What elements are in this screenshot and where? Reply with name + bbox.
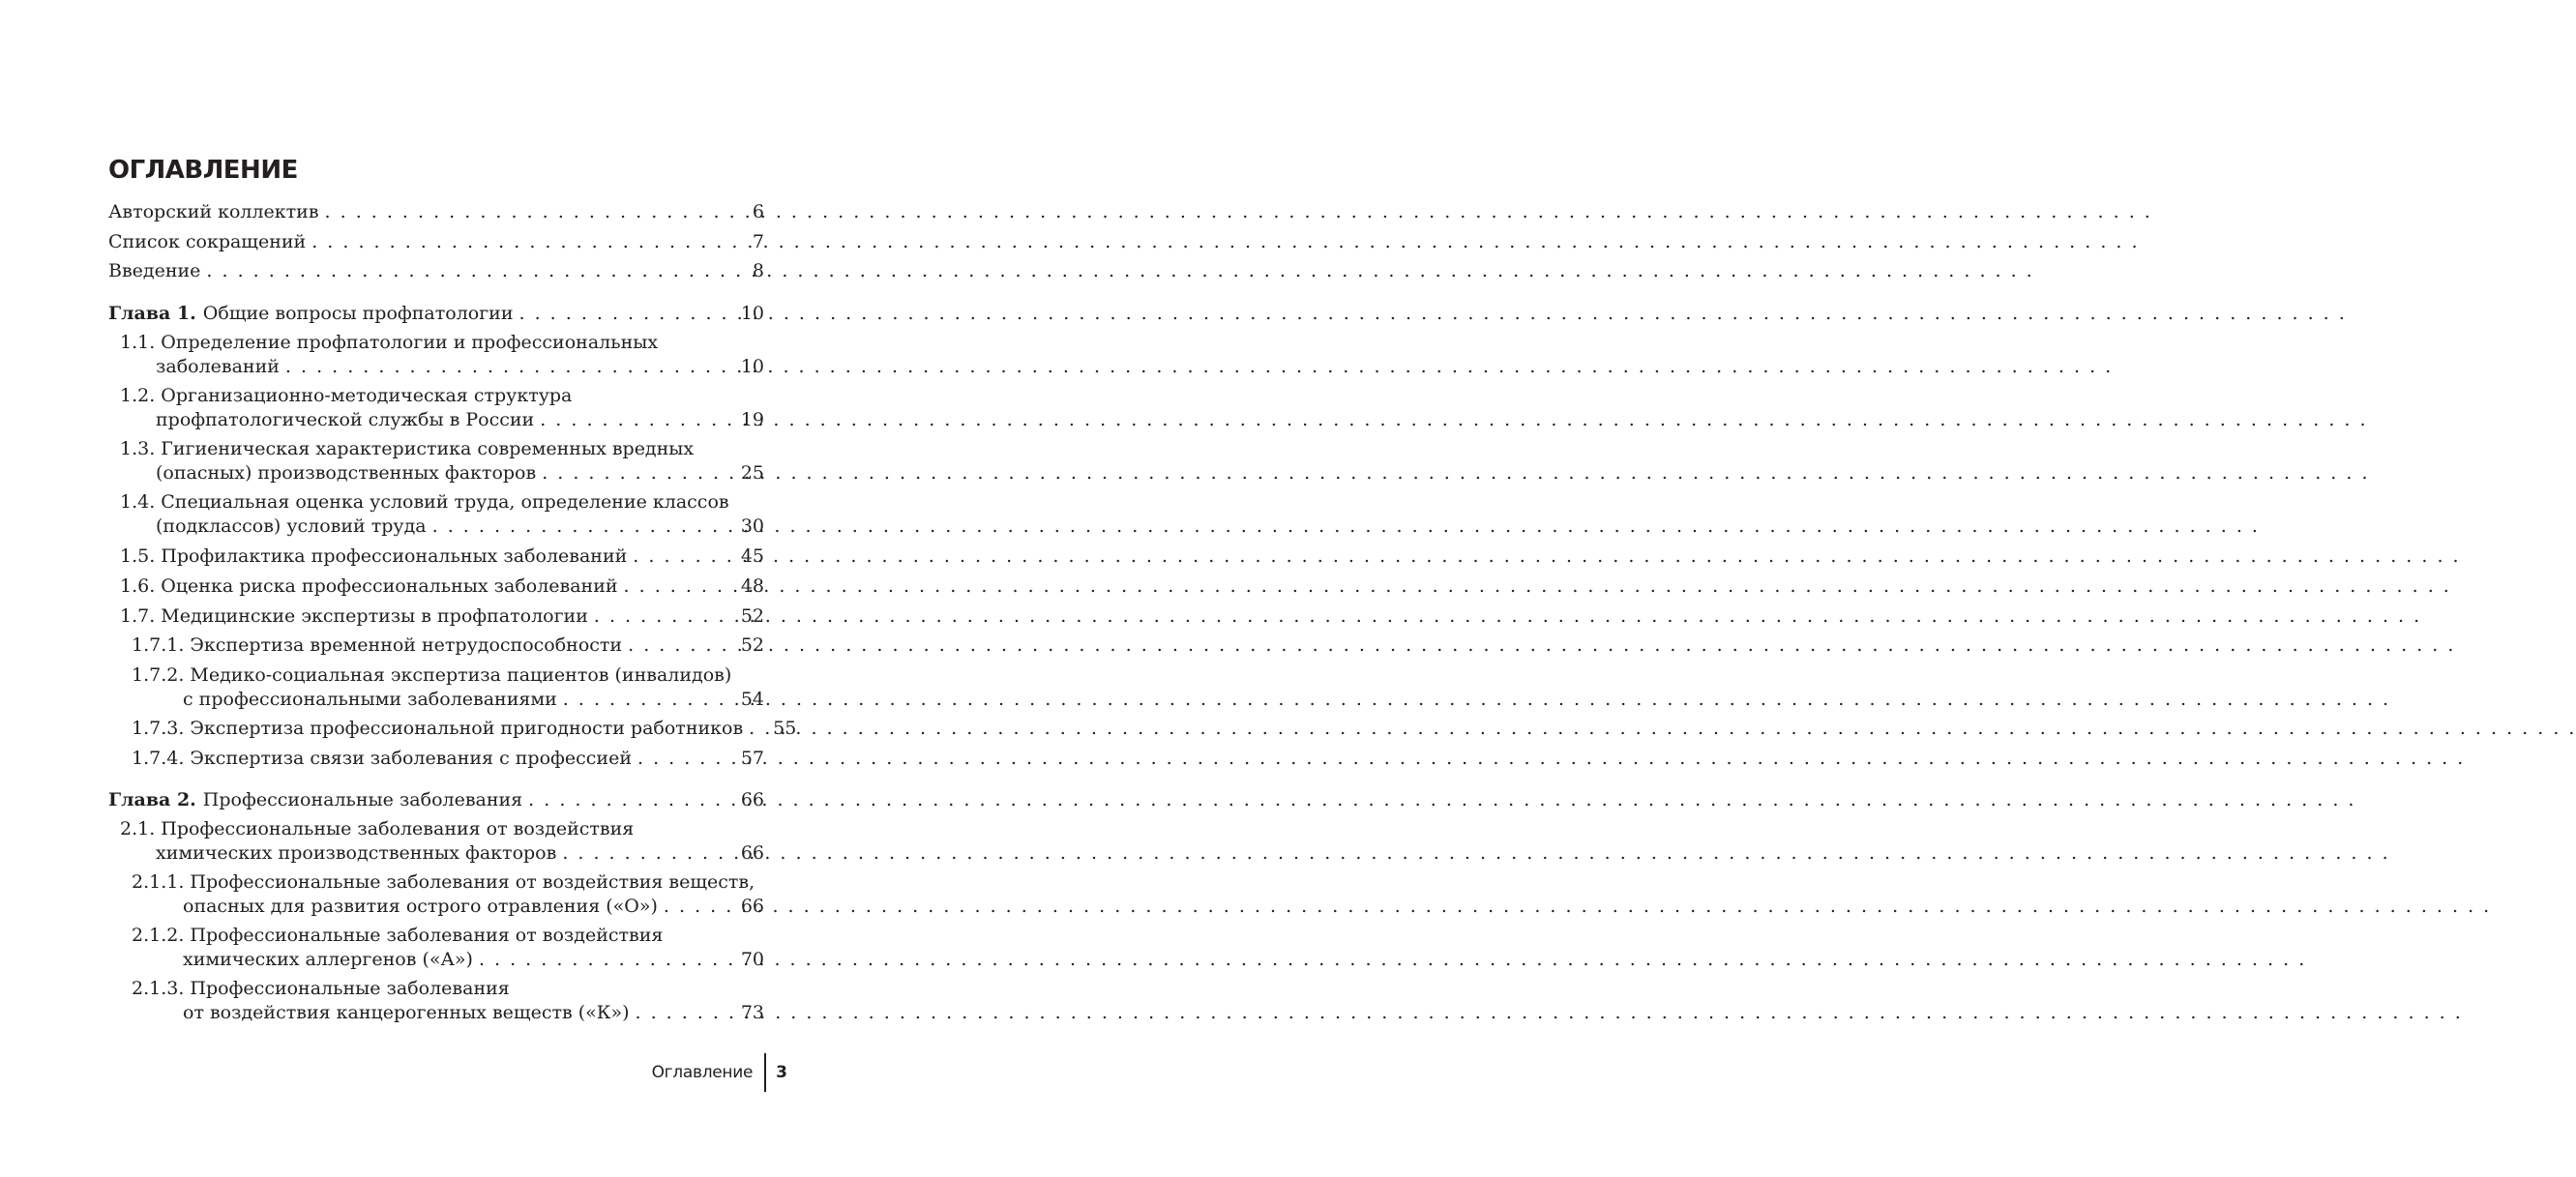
toc-entry-number: Глава 2. bbox=[108, 789, 196, 810]
dot-leader bbox=[206, 259, 747, 283]
toc-entry[interactable] bbox=[132, 924, 764, 972]
toc-chapter-entry[interactable] bbox=[108, 788, 764, 812]
toc-entry[interactable] bbox=[108, 230, 764, 254]
toc-page-number: 55 bbox=[773, 718, 797, 739]
page-title: ОГЛАВЛЕНИЕ bbox=[108, 156, 298, 185]
toc-entry[interactable] bbox=[108, 259, 764, 283]
dot-leader bbox=[432, 515, 736, 539]
dot-leader bbox=[325, 200, 748, 224]
dot-leader bbox=[664, 895, 736, 919]
toc-entry[interactable] bbox=[120, 817, 764, 866]
toc-entry-title-line2: опасных для развития острого отравления («О») bbox=[183, 896, 658, 917]
toc-entry-title: Список сокращений bbox=[108, 231, 307, 252]
toc-entry-title: Профилактика профессиональных заболеваний bbox=[161, 545, 628, 567]
toc-page-number: 10 bbox=[740, 303, 764, 324]
toc-entry-number: 1.7.3. bbox=[132, 718, 185, 739]
toc-page-number: 70 bbox=[740, 949, 764, 970]
toc-page-number: 25 bbox=[740, 462, 764, 484]
toc-entry[interactable] bbox=[132, 747, 764, 771]
toc-entry-title: Медицинские экспертизы в профпатологии bbox=[161, 605, 588, 627]
running-header-label: Оглавление bbox=[651, 1063, 754, 1082]
toc-entry[interactable] bbox=[132, 717, 797, 741]
dot-leader bbox=[540, 408, 736, 432]
toc-entry-number: 1.7.1. bbox=[132, 634, 185, 656]
toc-entry-title-line1: Медико-социальная экспертиза пациентов (инвалидов) bbox=[190, 664, 732, 686]
toc-page-number: 10 bbox=[740, 356, 764, 377]
toc-page-number: 66 bbox=[740, 789, 764, 810]
toc-entry[interactable] bbox=[132, 870, 764, 919]
page-footer bbox=[652, 1054, 787, 1091]
toc-entry[interactable] bbox=[120, 490, 764, 539]
dot-leader bbox=[479, 948, 736, 972]
toc-entry-title-line1: Специальная оценка условий труда, определение классов bbox=[161, 491, 729, 513]
footer-divider bbox=[764, 1053, 766, 1092]
toc-page-number: 19 bbox=[740, 409, 764, 430]
toc-entry-title: Авторский коллектив bbox=[108, 201, 319, 222]
toc-entry[interactable] bbox=[120, 544, 764, 569]
toc-page-number: 57 bbox=[740, 748, 764, 769]
toc-entry-number: 1.5. bbox=[120, 545, 156, 567]
toc-entry-number: 1.7.4. bbox=[132, 748, 185, 769]
toc-page-number: 7 bbox=[752, 231, 764, 252]
dot-leader bbox=[562, 841, 736, 866]
toc-page-number: 52 bbox=[740, 634, 764, 656]
dot-leader bbox=[542, 461, 736, 486]
toc-entry[interactable] bbox=[132, 977, 764, 1025]
toc-entry[interactable] bbox=[120, 331, 764, 379]
toc-page-number: 66 bbox=[740, 842, 764, 864]
toc-entry-number: 1.7.2. bbox=[132, 664, 185, 686]
toc-entry-title-line1: Профессиональные заболевания от воздействия bbox=[190, 925, 664, 946]
toc-page-number: 54 bbox=[740, 689, 764, 710]
toc-entry-number: 1.2. bbox=[120, 385, 156, 406]
dot-leader bbox=[637, 747, 736, 771]
toc-entry-title: Экспертиза связи заболевания с профессией bbox=[190, 748, 632, 769]
toc-entry-title-line2: от воздействия канцерогенных веществ («К») bbox=[183, 1002, 630, 1023]
toc-entry-number: 1.4. bbox=[120, 491, 156, 513]
toc-entry-title-line2: с профессиональными заболеваниями bbox=[183, 689, 557, 710]
toc-page-number: 73 bbox=[740, 1002, 764, 1023]
toc-entry-title: Экспертиза временной нетрудоспособности bbox=[190, 634, 623, 656]
toc-entry-number: 1.1. bbox=[120, 332, 156, 353]
dot-leader bbox=[563, 688, 736, 712]
toc-page-number: 45 bbox=[740, 545, 764, 567]
dot-leader bbox=[624, 574, 736, 599]
dot-leader bbox=[594, 604, 736, 629]
dot-leader bbox=[633, 544, 736, 569]
toc-entry-title-line2: (подклассов) условий труда bbox=[156, 515, 427, 537]
toc-entry-title-line1: Гигиеническая характеристика современных вредных bbox=[161, 438, 695, 459]
toc-entry-number: 1.3. bbox=[120, 438, 156, 459]
dot-leader bbox=[519, 302, 736, 326]
toc-entry-title-line1: Определение профпатологии и профессиональных bbox=[161, 332, 659, 353]
dot-leader bbox=[635, 1001, 735, 1025]
toc-page-number: 52 bbox=[740, 605, 764, 627]
toc-entry[interactable] bbox=[108, 200, 764, 224]
toc-entry-number: 2.1.2. bbox=[132, 925, 185, 946]
toc-entry-title: Экспертиза профессиональной пригодности работников bbox=[190, 718, 744, 739]
toc-entry-title: Профессиональные заболевания bbox=[202, 789, 523, 810]
dot-leader bbox=[285, 355, 736, 379]
toc-entry-number: Глава 1. bbox=[108, 303, 196, 324]
toc-entry-title-line1: Профессиональные заболевания от воздействия bbox=[161, 818, 635, 839]
toc-entry-title-line1: Профессиональные заболевания bbox=[190, 978, 510, 999]
toc-entry-title-line1: Организационно-методическая структура bbox=[161, 385, 573, 406]
toc-entry-number: 2.1. bbox=[120, 818, 156, 839]
toc-page-number: 66 bbox=[740, 896, 764, 917]
toc-entry-title-line2: химических аллергенов («А») bbox=[183, 949, 473, 970]
toc-entry[interactable] bbox=[132, 633, 764, 658]
dot-leader bbox=[628, 633, 736, 658]
toc-entry-number: 2.1.1. bbox=[132, 871, 185, 893]
toc-entry-title: Оценка риска профессиональных заболеваний bbox=[161, 575, 618, 597]
toc-entry[interactable] bbox=[120, 574, 764, 599]
toc-entry[interactable] bbox=[132, 663, 764, 712]
toc-entry-number: 1.7. bbox=[120, 605, 156, 627]
toc-entry[interactable] bbox=[120, 384, 764, 432]
toc-entry-number: 2.1.3. bbox=[132, 978, 185, 999]
toc-entry-title: Введение bbox=[108, 260, 201, 281]
toc-entry-title-line2: заболеваний bbox=[156, 356, 280, 377]
toc-page-number: 6 bbox=[752, 201, 764, 222]
toc-entry-title-line2: химических производственных факторов bbox=[156, 842, 557, 864]
toc-entry[interactable] bbox=[120, 604, 764, 629]
toc-entry-number: 1.6. bbox=[120, 575, 156, 597]
dot-leader bbox=[311, 230, 748, 254]
toc-page-number: 8 bbox=[752, 260, 764, 281]
toc-entry-title-line1: Профессиональные заболевания от воздействия веществ, bbox=[190, 871, 755, 893]
toc-entry[interactable] bbox=[120, 437, 764, 486]
toc-entry-title-line2: профпатологической службы в России bbox=[156, 409, 535, 430]
dot-leader bbox=[749, 717, 768, 741]
dot-leader bbox=[528, 788, 736, 812]
toc-entry-title-line2: (опасных) производственных факторов bbox=[156, 462, 537, 484]
toc-page-number: 30 bbox=[740, 515, 764, 537]
toc-entry-title: Общие вопросы профпатологии bbox=[202, 303, 514, 324]
page-number: 3 bbox=[776, 1063, 787, 1082]
toc-chapter-entry[interactable] bbox=[108, 302, 764, 326]
toc-page-number: 48 bbox=[740, 575, 764, 597]
